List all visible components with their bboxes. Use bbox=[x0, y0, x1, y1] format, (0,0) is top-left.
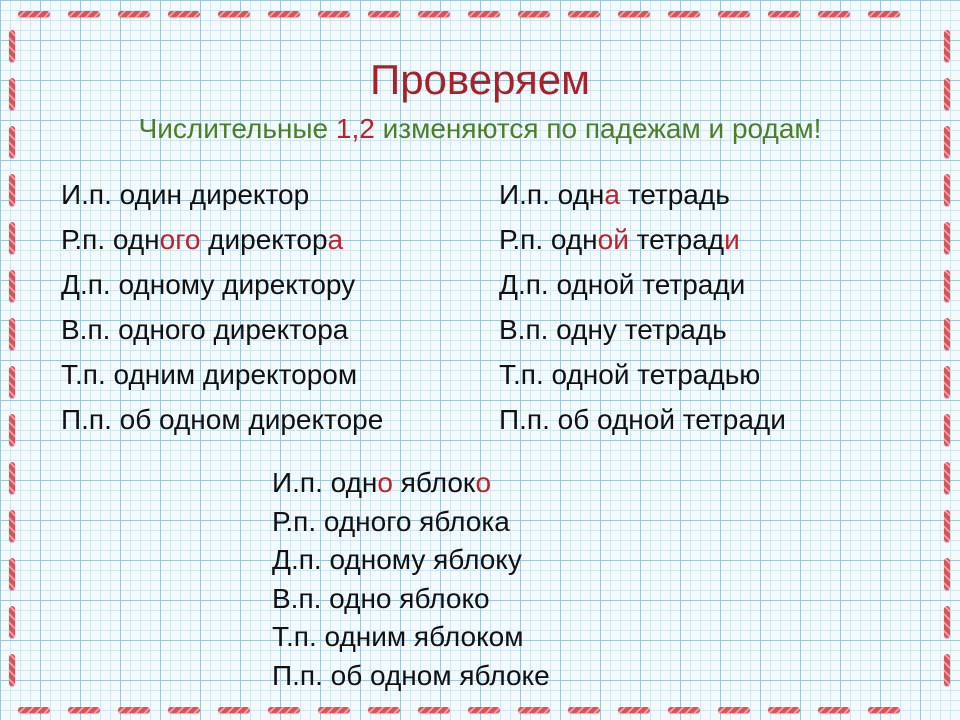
text-segment: П.п. об одном директоре bbox=[61, 404, 384, 435]
column-feminine bbox=[499, 172, 786, 442]
text-segment: Т.п. одним яблоком bbox=[272, 621, 524, 652]
stitch-mark bbox=[168, 707, 200, 713]
stitch-mark bbox=[168, 11, 200, 17]
stitch-mark bbox=[9, 654, 15, 686]
stitch-mark bbox=[18, 11, 50, 17]
declension-line bbox=[61, 307, 383, 352]
stitch-mark bbox=[118, 707, 150, 713]
text-segment: В.п. одного директора bbox=[61, 314, 349, 345]
stitch-mark bbox=[618, 11, 650, 17]
declension-line bbox=[499, 262, 786, 307]
ending-highlight: а bbox=[604, 179, 620, 210]
stitch-mark bbox=[118, 11, 150, 17]
text-segment: Р.п. одного яблока bbox=[272, 505, 510, 537]
subtitle-after: изменяются по падежам и родам! bbox=[374, 113, 822, 144]
text-segment: Д.п. одному яблоку bbox=[272, 544, 522, 575]
ending-highlight: и bbox=[724, 224, 740, 255]
subtitle bbox=[0, 113, 960, 145]
text-segment: Д.п. одному директору bbox=[61, 269, 356, 300]
stitch-mark bbox=[944, 654, 950, 686]
stitch-mark bbox=[518, 707, 550, 713]
stitch-mark bbox=[944, 510, 950, 542]
stitch-mark bbox=[318, 11, 350, 17]
ending-highlight: о bbox=[475, 467, 492, 498]
stitch-mark bbox=[9, 462, 15, 494]
stitch-mark bbox=[268, 707, 300, 713]
text-segment: П.п. об одной тетради bbox=[499, 404, 786, 435]
stitch-mark bbox=[568, 707, 600, 713]
ending-highlight: ой bbox=[597, 224, 629, 255]
stitch-mark bbox=[518, 11, 550, 17]
stitch-mark bbox=[944, 558, 950, 590]
stitch-mark bbox=[944, 318, 950, 350]
stitch-mark bbox=[468, 11, 500, 17]
stitch-mark bbox=[944, 174, 950, 206]
stitch-mark bbox=[368, 11, 400, 17]
stitch-mark bbox=[9, 174, 15, 206]
ending-highlight: ого bbox=[159, 224, 201, 255]
stitch-mark bbox=[368, 707, 400, 713]
stitch-mark bbox=[418, 707, 450, 713]
declension-line bbox=[272, 580, 550, 619]
text-segment: В.п. одну тетрадь bbox=[499, 314, 727, 345]
stitch-mark bbox=[418, 11, 450, 17]
stitch-mark bbox=[944, 414, 950, 446]
stitch-mark bbox=[9, 558, 15, 590]
stitch-mark bbox=[268, 11, 300, 17]
text-segment: Д.п. одной тетради bbox=[499, 269, 746, 300]
stitch-mark bbox=[618, 707, 650, 713]
declension-line bbox=[499, 217, 786, 262]
stitch-mark bbox=[18, 707, 50, 713]
stitch-mark bbox=[718, 11, 750, 17]
stitch-mark bbox=[868, 11, 900, 17]
stitch-mark bbox=[68, 11, 100, 17]
stitch-mark bbox=[9, 270, 15, 302]
text-segment: Т.п. одной тетрадью bbox=[499, 359, 761, 390]
stitch-mark bbox=[718, 707, 750, 713]
stitch-mark bbox=[868, 707, 900, 713]
text-segment: В.п. одно яблоко bbox=[272, 582, 490, 614]
stitch-mark bbox=[668, 11, 700, 17]
declension-line bbox=[499, 172, 786, 217]
stitch-mark bbox=[668, 707, 700, 713]
declension-line bbox=[499, 352, 786, 397]
text-segment: И.п. одн bbox=[499, 179, 605, 210]
declension-line bbox=[272, 464, 550, 503]
declension-line bbox=[499, 397, 786, 442]
declension-line bbox=[61, 352, 383, 397]
declension-line bbox=[272, 503, 550, 542]
column-neuter bbox=[272, 464, 550, 695]
declension-line bbox=[272, 657, 550, 696]
stitch-mark bbox=[768, 11, 800, 17]
stitch-mark bbox=[818, 707, 850, 713]
text-segment: тетрадь bbox=[619, 179, 730, 210]
text-segment: тетрад bbox=[628, 224, 725, 255]
text-segment: Р.п. одн bbox=[61, 224, 160, 255]
stitch-mark bbox=[944, 222, 950, 254]
column-masculine bbox=[61, 172, 383, 442]
text-segment: Р.п. одн bbox=[499, 224, 598, 255]
declension-line bbox=[272, 541, 550, 580]
stitch-mark bbox=[318, 707, 350, 713]
text-segment: И.п. одн bbox=[272, 467, 378, 498]
stitch-mark bbox=[218, 11, 250, 17]
stitch-mark bbox=[9, 318, 15, 350]
stitch-mark bbox=[944, 270, 950, 302]
ending-highlight: а bbox=[327, 224, 344, 255]
stitch-mark bbox=[218, 707, 250, 713]
subtitle-before: Числительные bbox=[138, 113, 336, 144]
ending-highlight: о bbox=[377, 467, 393, 498]
text-segment: яблок bbox=[392, 467, 476, 498]
declension-line bbox=[272, 618, 550, 657]
text-segment: И.п. один директор bbox=[61, 179, 310, 210]
declension-line bbox=[61, 397, 383, 442]
stitch-mark bbox=[818, 11, 850, 17]
stitch-mark bbox=[568, 11, 600, 17]
stitch-mark bbox=[468, 707, 500, 713]
declension-line bbox=[61, 172, 383, 217]
stitch-mark bbox=[9, 510, 15, 542]
stitch-mark bbox=[9, 606, 15, 638]
stitch-mark bbox=[944, 462, 950, 494]
page-title: Проверяем bbox=[370, 56, 590, 103]
stitch-mark bbox=[68, 707, 100, 713]
stitch-mark bbox=[9, 414, 15, 446]
declension-line bbox=[61, 262, 383, 307]
declension-line bbox=[499, 307, 786, 352]
declension-line bbox=[61, 217, 383, 262]
stitch-mark bbox=[944, 366, 950, 398]
stitch-mark bbox=[944, 606, 950, 638]
stitch-mark bbox=[9, 366, 15, 398]
stitch-mark bbox=[768, 707, 800, 713]
subtitle-numbers: 1,2 bbox=[335, 113, 375, 144]
stitch-mark bbox=[9, 222, 15, 254]
text-segment: директор bbox=[200, 224, 328, 255]
text-segment: П.п. об одном яблоке bbox=[272, 659, 550, 691]
text-segment: Т.п. одним директором bbox=[61, 359, 358, 390]
